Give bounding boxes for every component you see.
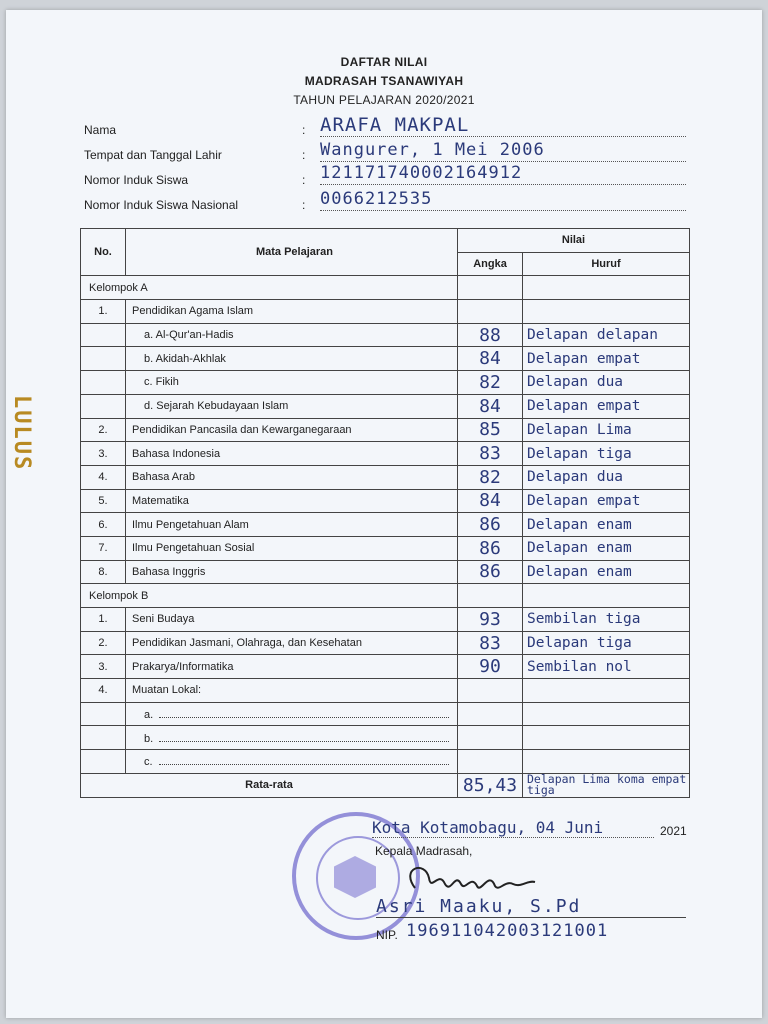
row-subject: Muatan Lokal: bbox=[126, 679, 458, 703]
average-row bbox=[81, 773, 690, 797]
row-angka: 82 bbox=[458, 465, 523, 489]
table-row bbox=[81, 655, 690, 679]
row-huruf: Sembilan tiga bbox=[523, 608, 690, 632]
row-huruf bbox=[523, 300, 690, 324]
table-row bbox=[81, 347, 690, 371]
row-angka: 83 bbox=[458, 442, 523, 466]
table-row bbox=[81, 536, 690, 560]
birth-label: Tempat dan Tanggal Lahir bbox=[84, 148, 222, 162]
row-angka: 86 bbox=[458, 536, 523, 560]
local-c-label: c. bbox=[144, 756, 153, 769]
row-no bbox=[81, 323, 126, 347]
table-row bbox=[81, 513, 690, 537]
row-angka: 86 bbox=[458, 560, 523, 584]
row-no: 7. bbox=[81, 536, 126, 560]
row-angka: 86 bbox=[458, 513, 523, 537]
principal-name: Asri Maaku, S.Pd bbox=[376, 896, 686, 918]
table-row bbox=[81, 300, 690, 324]
row-no: 3. bbox=[81, 442, 126, 466]
col-huruf-header: Huruf bbox=[523, 252, 690, 276]
table-row bbox=[81, 750, 690, 774]
nisn-value: 0066212535 bbox=[320, 188, 686, 211]
nisn-label: Nomor Induk Siswa Nasional bbox=[84, 198, 239, 212]
table-row bbox=[81, 465, 690, 489]
row-no: 2. bbox=[81, 418, 126, 442]
row-huruf: Delapan tiga bbox=[523, 631, 690, 655]
row-no: 4. bbox=[81, 679, 126, 703]
table-row bbox=[81, 608, 690, 632]
row-subject: Ilmu Pengetahuan Alam bbox=[126, 513, 458, 537]
nis-label: Nomor Induk Siswa bbox=[84, 173, 189, 187]
row-subject: Seni Budaya bbox=[126, 608, 458, 632]
row-no bbox=[81, 371, 126, 395]
average-angka: 85,43 bbox=[458, 773, 523, 797]
row-subject: Ilmu Pengetahuan Sosial bbox=[126, 536, 458, 560]
table-row bbox=[81, 560, 690, 584]
local-b-label: b. bbox=[144, 732, 154, 745]
signature-place: Kota Kotamobagu, 04 Juni bbox=[372, 818, 654, 838]
row-huruf: Delapan empat bbox=[523, 347, 690, 371]
local-c-dots bbox=[159, 754, 449, 765]
nip-value: 196911042003121001 bbox=[406, 921, 609, 941]
doc-title: DAFTAR NILAI bbox=[340, 55, 428, 69]
side-stamp-text: LULUS bbox=[9, 395, 34, 472]
row-huruf: Delapan Lima bbox=[523, 418, 690, 442]
group-a-label: Kelompok A bbox=[81, 276, 458, 300]
side-stamp bbox=[9, 395, 70, 605]
grades-table bbox=[80, 228, 690, 798]
row-subject: Prakarya/Informatika bbox=[126, 655, 458, 679]
birth-value: Wangurer, 1 Mei 2006 bbox=[320, 139, 686, 162]
academic-year: TAHUN PELAJARAN 2020/2021 bbox=[293, 93, 475, 107]
row-huruf: Delapan empat bbox=[523, 394, 690, 418]
row-no: 2. bbox=[81, 631, 126, 655]
row-angka: 90 bbox=[458, 655, 523, 679]
row-subject: a. Al-Qur'an-Hadis bbox=[144, 329, 234, 342]
row-huruf: Delapan delapan bbox=[523, 323, 690, 347]
row-subject: Matematika bbox=[126, 489, 458, 513]
row-huruf: Delapan enam bbox=[523, 560, 690, 584]
col-no-header: No. bbox=[81, 229, 126, 276]
col-subject-header: Mata Pelajaran bbox=[126, 229, 458, 276]
row-subject: d. Sejarah Kebudayaan Islam bbox=[144, 400, 289, 413]
row-no bbox=[81, 347, 126, 371]
row-angka: 85 bbox=[458, 418, 523, 442]
local-b-dots bbox=[159, 731, 449, 742]
signature-role: Kepala Madrasah, bbox=[375, 844, 473, 858]
row-angka bbox=[458, 679, 523, 703]
table-row bbox=[81, 418, 690, 442]
row-huruf: Sembilan nol bbox=[523, 655, 690, 679]
row-angka: 84 bbox=[458, 347, 523, 371]
row-subject: Pendidikan Pancasila dan Kewarganegaraan bbox=[126, 418, 458, 442]
school-name: MADRASAH TSANAWIYAH bbox=[304, 74, 464, 88]
nisn-colon: : bbox=[302, 198, 306, 212]
col-angka-header: Angka bbox=[458, 252, 523, 276]
nis-value: 121171740002164912 bbox=[320, 162, 686, 185]
row-no: 3. bbox=[81, 655, 126, 679]
row-no bbox=[81, 394, 126, 418]
table-row bbox=[81, 702, 690, 726]
row-angka: 93 bbox=[458, 608, 523, 632]
row-huruf: Delapan dua bbox=[523, 465, 690, 489]
local-a-dots bbox=[159, 707, 449, 718]
row-no: 5. bbox=[81, 489, 126, 513]
row-angka: 88 bbox=[458, 323, 523, 347]
table-row bbox=[81, 726, 690, 750]
row-angka bbox=[458, 300, 523, 324]
row-huruf: Delapan enam bbox=[523, 513, 690, 537]
row-subject: Bahasa Arab bbox=[126, 465, 458, 489]
row-huruf: Delapan enam bbox=[523, 536, 690, 560]
row-huruf: Delapan tiga bbox=[523, 442, 690, 466]
table-row bbox=[81, 631, 690, 655]
row-subject: b. Akidah-Akhlak bbox=[144, 352, 226, 365]
row-subject: Bahasa Inggris bbox=[126, 560, 458, 584]
row-subject: Pendidikan Jasmani, Olahraga, dan Kesehatan bbox=[126, 631, 458, 655]
average-huruf: Delapan Lima koma empat tiga bbox=[523, 773, 690, 797]
row-huruf: Delapan empat bbox=[523, 489, 690, 513]
row-subject: Bahasa Indonesia bbox=[126, 442, 458, 466]
name-value: ARAFA MAKPAL bbox=[320, 114, 686, 137]
table-row bbox=[81, 371, 690, 395]
name-label: Nama bbox=[84, 123, 117, 137]
nis-colon: : bbox=[302, 173, 306, 187]
table-row bbox=[81, 323, 690, 347]
row-subject: c. Fikih bbox=[144, 376, 179, 389]
nip-label: NIP. bbox=[376, 928, 398, 942]
col-nilai-header: Nilai bbox=[458, 229, 690, 253]
row-no: 1. bbox=[81, 300, 126, 324]
row-subject: Pendidikan Agama Islam bbox=[126, 300, 458, 324]
local-a-label: a. bbox=[144, 709, 154, 722]
row-no: 8. bbox=[81, 560, 126, 584]
row-huruf bbox=[523, 679, 690, 703]
name-colon: : bbox=[302, 123, 306, 137]
signature-year: 2021 bbox=[660, 824, 687, 838]
row-angka: 84 bbox=[458, 489, 523, 513]
row-huruf: Delapan dua bbox=[523, 371, 690, 395]
row-no: 4. bbox=[81, 465, 126, 489]
table-row bbox=[81, 679, 690, 703]
row-angka: 83 bbox=[458, 631, 523, 655]
row-angka: 82 bbox=[458, 371, 523, 395]
row-no: 1. bbox=[81, 608, 126, 632]
table-row bbox=[81, 394, 690, 418]
average-label: Rata-rata bbox=[81, 773, 458, 797]
row-no: 6. bbox=[81, 513, 126, 537]
table-row bbox=[81, 489, 690, 513]
table-row bbox=[81, 442, 690, 466]
group-b-label: Kelompok B bbox=[81, 584, 458, 608]
row-angka: 84 bbox=[458, 394, 523, 418]
birth-colon: : bbox=[302, 148, 306, 162]
